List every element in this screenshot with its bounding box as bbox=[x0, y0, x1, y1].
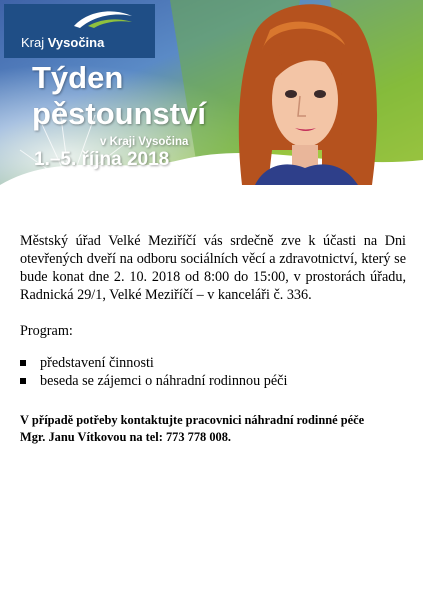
document-body bbox=[20, 232, 406, 446]
contact-note bbox=[20, 412, 406, 446]
girl-illustration bbox=[239, 4, 377, 185]
kraj-vysocina-logo bbox=[4, 4, 155, 58]
program-item-text: beseda se zájemci o náhradní rodinnou péči bbox=[40, 373, 288, 389]
program-item-text: představení činnosti bbox=[40, 355, 154, 371]
logo-text: Kraj Vysočina bbox=[21, 35, 105, 50]
banner-subtitle: v Kraji Vysočina bbox=[100, 136, 189, 148]
banner-title-line2: pěstounství bbox=[32, 96, 206, 131]
invitation-paragraph: Městský úřad Velké Meziříčí vás srdečně zve k účasti na Dni otevřených dveří na odboru sociálních věcí a zdravotnictví, který se bude konat dne 2. 10. 2018 od 8:00 do 15:00, v prostorách úřadu, Radnická 29/1, Velké Meziříčí – v kanceláři č. 336. bbox=[20, 233, 406, 303]
banner-title-line1: Týden bbox=[32, 60, 124, 95]
bullet-icon bbox=[20, 360, 26, 366]
program-item bbox=[20, 372, 406, 390]
program-heading: Program: bbox=[20, 323, 73, 339]
header-banner bbox=[0, 0, 423, 200]
contact-line2: Mgr. Janu Vítkovou na tel: 773 778 008. bbox=[20, 430, 232, 444]
contact-line1: V případě potřeby kontaktujte pracovnici náhradní rodinné péče bbox=[20, 413, 365, 427]
banner-dates: 1.–5. října 2018 bbox=[34, 149, 170, 170]
program-list bbox=[20, 354, 406, 390]
bullet-icon bbox=[20, 378, 26, 384]
program-item bbox=[20, 354, 406, 372]
